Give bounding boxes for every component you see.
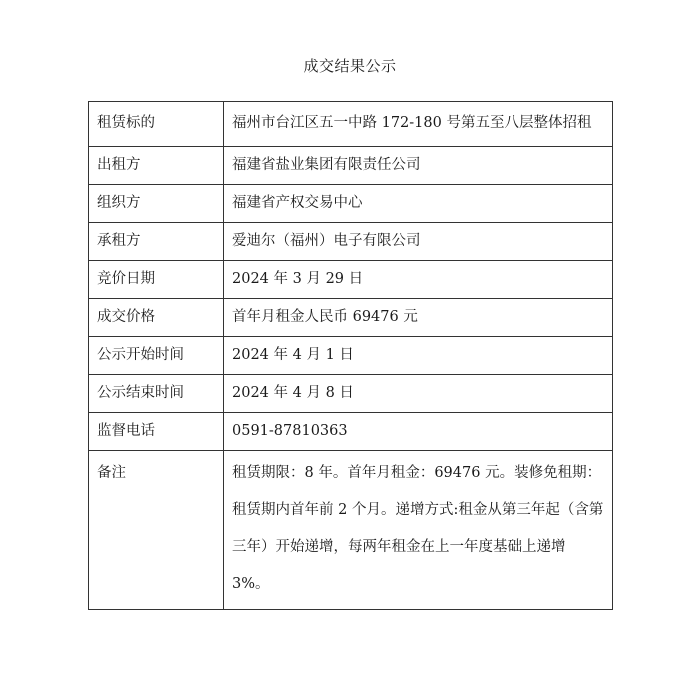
table-row-organizer	[89, 185, 613, 223]
table-row-deal-price	[89, 299, 613, 337]
row-value: 2024 年 4 月 1 日	[224, 337, 613, 375]
row-value: 2024 年 3 月 29 日	[224, 261, 613, 299]
table-row-lessee	[89, 223, 613, 261]
table-row-publicity-end	[89, 375, 613, 413]
row-label: 监督电话	[89, 413, 224, 451]
row-value: 福州市台江区五一中路 172-180 号第五至八层整体招租	[224, 102, 613, 147]
table-row-bid-date	[89, 261, 613, 299]
table-row-lease-subject	[89, 102, 613, 147]
row-value: 爱迪尔（福州）电子有限公司	[224, 223, 613, 261]
table-row-supervision-phone	[89, 413, 613, 451]
row-label: 备注	[89, 451, 224, 610]
row-label: 公示结束时间	[89, 375, 224, 413]
row-label: 成交价格	[89, 299, 224, 337]
row-value: 租赁期限：8 年。首年月租金：69476 元。装修免租期：租赁期内首年前 2 个月。递增方式:租金从第三年起（含第三年）开始递增，每两年租金在上一年度基础上递增 3%。	[224, 451, 613, 610]
row-label: 承租方	[89, 223, 224, 261]
page-title: 成交结果公示	[303, 57, 397, 75]
row-value: 2024 年 4 月 8 日	[224, 375, 613, 413]
row-label: 出租方	[89, 147, 224, 185]
row-label: 租赁标的	[89, 102, 224, 147]
row-label: 公示开始时间	[89, 337, 224, 375]
row-label: 组织方	[89, 185, 224, 223]
table-row-lessor	[89, 147, 613, 185]
table-row-remarks	[89, 451, 613, 610]
result-table	[88, 101, 613, 610]
row-value: 首年月租金人民币 69476 元	[224, 299, 613, 337]
row-value: 福建省盐业集团有限责任公司	[224, 147, 613, 185]
table-row-publicity-start	[89, 337, 613, 375]
row-value: 福建省产权交易中心	[224, 185, 613, 223]
row-value: 0591-87810363	[224, 413, 613, 451]
row-label: 竞价日期	[89, 261, 224, 299]
